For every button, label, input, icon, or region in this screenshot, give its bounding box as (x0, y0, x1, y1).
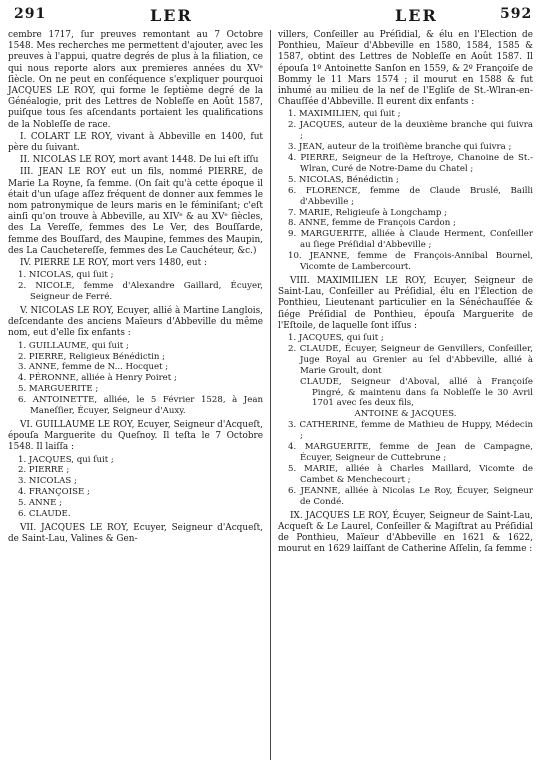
column-divider (270, 30, 271, 760)
enumeration-list (278, 333, 533, 508)
paragraph: V. NICOLAS LE ROY, Ecuyer, allié à Martine Langlois, deſcendante des anciens Maïeurs d'Abbeville du même nom, eut d'elle ſix enfants : (8, 305, 263, 339)
paragraph: VIII. MAXIMILIEN LE ROY, Ecuyer, Seigneur de Saint-Lau, Conſeiller au Préſidial, élu en l'Élection de Ponthieu, Lieutenant particulier en la Sénéchauſſée & ſiége Préſidial de Ponthieu, épouſa Marguerite de l'Eſtoile, de laquelle ſont iſſus : (278, 276, 533, 331)
paragraph: cembre 1717, ſur preuves remontant au 7 Octobre 1548. Mes recherches me permettent d'ajouter, avec les preuves à l'appui, quatre degrés de plus à la filiation, ce qui nous reporte alors aux premieres années du XVᵉ ſiècle. On ne peut en conſéquence s'expliquer pourquoi JACQUES LE ROY, qui forme le ſeptième degré de la Généalogie, prit des Lettres de Nobleſſe en Août 1587, puiſque tous ſes aſcendants portaient les qualifications de la Nobleſſe de race. (8, 30, 263, 130)
list-item: 5. NICOLAS, Bénédictin ; (288, 174, 399, 185)
list-item: 5. MARGUERITE ; (18, 384, 99, 395)
page-number-right: 592 (500, 6, 533, 22)
page-number-left: 291 (14, 6, 47, 22)
right-text-column (278, 30, 533, 556)
paragraph: I. COLART LE ROY, vivant à Abbeville en 1400, fut père du ſuivant. (8, 131, 263, 154)
list-item: 2. PIERRE ; (18, 465, 70, 476)
list-item: 1. NICOLAS, qui ſuit ; (18, 270, 114, 281)
list-item: 4. MARGUERITE, femme de Jean de Campagne, Écuyer, Seigneur de Cuttebrune ; (288, 442, 533, 463)
list-item: ANTOINE & JACQUES. (354, 409, 457, 420)
list-item: 2. CLAUDE, Écuyer, Seigneur de Genvillers, Conſeiller, Juge Royal au Grenier au ſel d'Abbeville, allié à Marie Groult, dont (288, 343, 533, 376)
list-item: 6. CLAUDE. (18, 509, 71, 520)
list-item: 1. MAXIMILIEN, qui ſuit ; (288, 109, 401, 120)
list-item: 10. JEANNE, femme de François-Annibal Bournel, Vicomte de Lambercourt. (288, 251, 533, 273)
list-item: CLAUDE, Seigneur d'Aboval, allié à Françoiſe Pingré, & maintenu dans ſa Nobleſſe le 30 Avril 1701 avec ſes deux fils, (300, 376, 533, 409)
list-item: 4. FRANÇOISE ; (18, 487, 90, 498)
paragraph: VII. JACQUES LE ROY, Ecuyer, Seigneur d'Acqueſt, de Saint-Lau, Valines & Gen- (8, 522, 263, 545)
list-item: 3. JEAN, auteur de la troiſième branche qui ſuivra ; (288, 142, 512, 153)
list-item: 5. ANNE ; (18, 498, 63, 509)
list-item: 1. JACQUES, qui ſuit ; (18, 454, 114, 465)
enumeration-list (8, 270, 263, 303)
running-head-left: LER (150, 6, 193, 25)
paragraph: VI. GUILLAUME LE ROY, Ecuyer, Seigneur d'Acqueſt, épouſa Marguerite du Queſnoy. Il teſta le 7 Octobre 1548. Il laiſſa : (8, 419, 263, 453)
running-head-right: LER (395, 6, 438, 25)
list-item: 6. ANTOINETTE, alliée, le 5 Février 1528, à Jean Maneſſier, Écuyer, Seigneur d'Auxy. (18, 395, 263, 417)
paragraph: IV. PIERRE LE ROY, mort vers 1480, eut : (20, 258, 207, 269)
list-item: 7. MARIE, Religieuſe à Longchamp ; (288, 207, 447, 218)
enumeration-list (8, 341, 263, 417)
list-item: 2. JACQUES, auteur de la deuxième branche qui ſuivra ; (288, 120, 533, 142)
list-item: 3. CATHERINE, femme de Mathieu de Huppy, Médecin ; (288, 420, 533, 442)
enumeration-list (278, 109, 533, 273)
list-item: 5. MARIE, alliée à Charles Maillard, Vicomte de Cambet & Menchecourt ; (288, 463, 533, 485)
list-item: 1. JACQUES, qui ſuit ; (288, 333, 384, 344)
list-item: 6. JEANNE, alliée à Nicolas Le Roy, Écuyer, Seigneur de Condé. (288, 485, 533, 507)
list-item: 9. MARGUERITE, alliée à Claude Herment, Conſeiller au ſiege Préſidial d'Abbeville ; (288, 229, 533, 251)
list-item: 4. PIERRE, Seigneur de la Heſtroye, Chanoine de St.-Wlran, Curé de Notre-Dame du Chatel ; (288, 153, 533, 174)
list-item: 4. PÉRONNE, alliée à Henry Poiret ; (18, 373, 177, 384)
list-item: 3. NICOLAS ; (18, 476, 77, 487)
list-item: 3. ANNE, femme de N... Hocquet ; (18, 362, 169, 373)
paragraph: IX. JACQUES LE ROY, Écuyer, Seigneur de Saint-Lau, Acqueſt & Le Laurel, Conſeiller & Magiſtrat au Préſidial de Ponthieu, Maïeur d'Abbeville en 1621 & 1622, mourut en 1629 laiſſant de Catherine Aſſelin, ſa femme : (278, 510, 533, 555)
page-header (0, 6, 543, 28)
list-item: 2. NICOLE, femme d'Alexandre Gaillard, Écuyer, Seigneur de Ferré. (18, 281, 263, 303)
paragraph: villers, Conſeiller au Préſidial, & élu en l'Election de Ponthieu, Maïeur d'Abbeville en 1580, 1584, 1585 & 1587, obtint des Lettres de Nobleſſe en Août 1587. Il épouſa 1º Antoinette Sanſon en 1559, & 2º Françoiſe de Bommy le 11 Mars 1574 ; il mourut en 1588 & fut inhumé au milieu de la nef de l'Egliſe de St.-Wlran-en-Chauſſée d'Abbeville. Il eurent dix enfants : (278, 30, 533, 108)
enumeration-list (8, 455, 263, 520)
list-item: 6. FLORENCE, femme de Claude Bruslé, Bailli d'Abbeville ; (288, 185, 533, 207)
list-item: 1. GUILLAUME, qui ſuit ; (18, 340, 129, 351)
paragraph: II. NICOLAS LE ROY, mort avant 1448. De lui eſt iſſu (20, 155, 259, 166)
list-item: 2. PIERRE, Religieux Bénédictin ; (18, 351, 166, 362)
list-item: 8. ANNE, femme de François Cardon ; (288, 218, 456, 229)
paragraph: III. JEAN LE ROY eut un fils, nommé PIERRE, de Marie La Royne, ſa femme. (On ſait qu'à cette époque il était d'un uſage aſſez fréquent de donner aux femmes le nom patronymique de leurs maris en le féminiſant; c'eſt ainſi qu'on trouve à Abbeville, au XIVᵉ & au XVᵉ ſiècles, des La Vereſſe, femmes des Le Ver, des Bouſſarde, femme des Bouſſard, des Maupine, femmes des Maupin, des La Cauchetereſſe, femmes des Le Cauchéteur, &c.) (8, 167, 263, 256)
left-text-column (8, 30, 263, 546)
